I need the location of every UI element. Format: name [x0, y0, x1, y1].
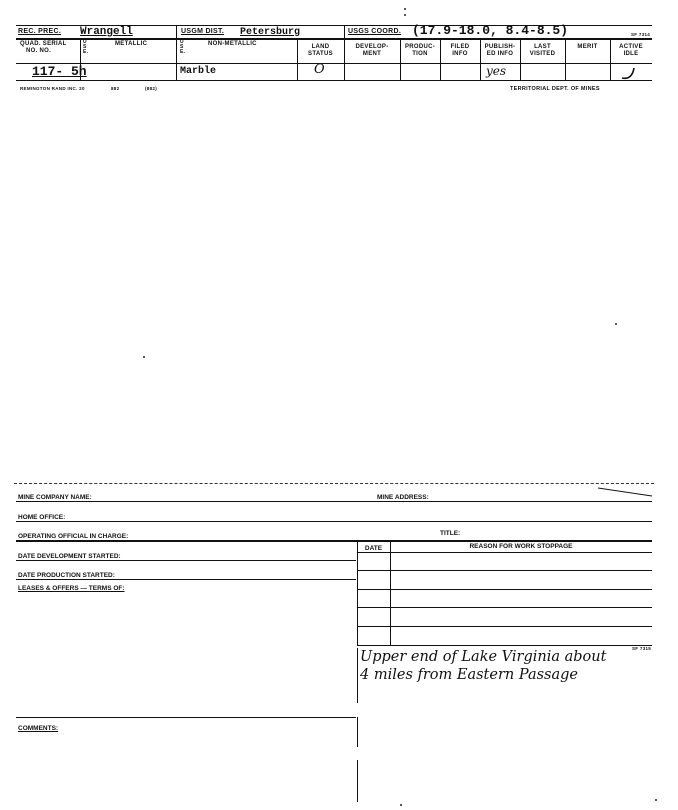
date-production-label: DATE PRODUCTION STARTED:	[18, 572, 115, 579]
non-metallic-header: NON-METALLIC	[208, 41, 257, 47]
scan-dot	[143, 356, 145, 358]
published-info-header: PUBLISH- ED INFO	[484, 44, 516, 57]
rule	[16, 579, 356, 580]
title-label: TITLE:	[440, 530, 461, 537]
divider	[357, 717, 358, 747]
operating-official-label: OPERATING OFFICIAL IN CHARGE:	[18, 533, 129, 540]
scan-dot	[655, 799, 657, 801]
published-info-value: yes	[486, 64, 507, 78]
rule	[16, 717, 356, 718]
pen-stroke	[596, 485, 656, 499]
scan-dot	[400, 804, 402, 806]
divider	[357, 541, 358, 645]
footer-code-2: (882)	[145, 86, 158, 91]
divider	[390, 541, 391, 645]
development-header: DEVELOP- MENT	[355, 44, 389, 57]
mine-company-name-label: MINE COMPANY NAME:	[18, 494, 92, 501]
quad-serial-subheader: NO. NO.	[26, 48, 52, 54]
quad-serial-header: QUAD. SERIAL	[20, 41, 67, 47]
scan-dot	[404, 14, 406, 16]
use-metallic-header: U S E.	[83, 39, 89, 55]
footer-left: REMINGTON RAND INC. 20	[20, 86, 85, 91]
home-office-label: HOME OFFICE:	[18, 514, 66, 521]
usgs-coord-value: (17.9-18.0, 8.4-8.5)	[412, 23, 569, 38]
date-column-header: DATE	[364, 545, 383, 552]
production-header: PRODUC- TION	[404, 44, 436, 57]
comments-label: COMMENTS:	[18, 725, 59, 732]
filed-info-header: FILED INFO	[450, 44, 470, 57]
rec-prec-label: REC. PREC.	[18, 28, 62, 35]
quad-serial-value: 117- 5h	[32, 64, 87, 79]
handwritten-note-line1: Upper end of Lake Virginia about	[360, 649, 607, 665]
rule	[16, 560, 356, 561]
rule	[357, 607, 652, 608]
reason-column-header: REASON FOR WORK STOPPAGE	[469, 543, 573, 550]
rule	[357, 570, 652, 571]
last-visited-header: LAST VISITED	[529, 44, 556, 57]
leases-label: LEASES & OFFERS — TERMS OF:	[18, 585, 125, 592]
rule	[357, 552, 652, 553]
footer-code: 882	[111, 86, 120, 91]
rec-prec-value: Wrangell	[80, 26, 133, 38]
divider	[176, 25, 177, 80]
usgm-dist-label: USGM DIST.	[181, 28, 225, 35]
use-nonmetallic-header: U S E.	[180, 39, 186, 55]
handwritten-note-line2: 4 miles from Eastern Passage	[360, 667, 578, 683]
active-idle-header: ACTIVE IDLE	[619, 44, 643, 57]
scan-dot	[615, 323, 617, 325]
metallic-header: METALLIC	[115, 41, 148, 47]
card-edge-dashed	[14, 483, 654, 484]
usgm-dist-value: Petersburg	[240, 27, 301, 38]
land-status-value: O	[314, 62, 325, 77]
rule	[16, 540, 652, 542]
non-metallic-value: Marble	[180, 66, 217, 77]
scan-dot	[404, 8, 406, 10]
date-development-label: DATE DEVELOPMENT STARTED:	[18, 553, 121, 560]
merit-header: MERIT	[577, 44, 598, 50]
checkmark-scribble	[620, 66, 640, 80]
card-header-rule	[16, 38, 652, 40]
divider	[357, 760, 358, 802]
footer-right: TERRITORIAL DEPT. OF MINES	[510, 86, 600, 92]
rule	[357, 645, 652, 646]
land-status-header: LAND STATUS	[308, 44, 333, 57]
card-values-rule	[16, 63, 652, 64]
form-number: SF 7314	[631, 32, 651, 37]
usgs-coord-label: USGS COORD.	[348, 28, 402, 35]
rule	[357, 589, 652, 590]
rule	[16, 521, 652, 522]
rule	[357, 626, 652, 627]
form-number-back: SF 7315	[632, 646, 652, 651]
mine-address-label: MINE ADDRESS:	[377, 494, 429, 501]
rule	[16, 501, 652, 502]
card-bottom-rule	[16, 80, 652, 81]
divider	[357, 648, 358, 703]
